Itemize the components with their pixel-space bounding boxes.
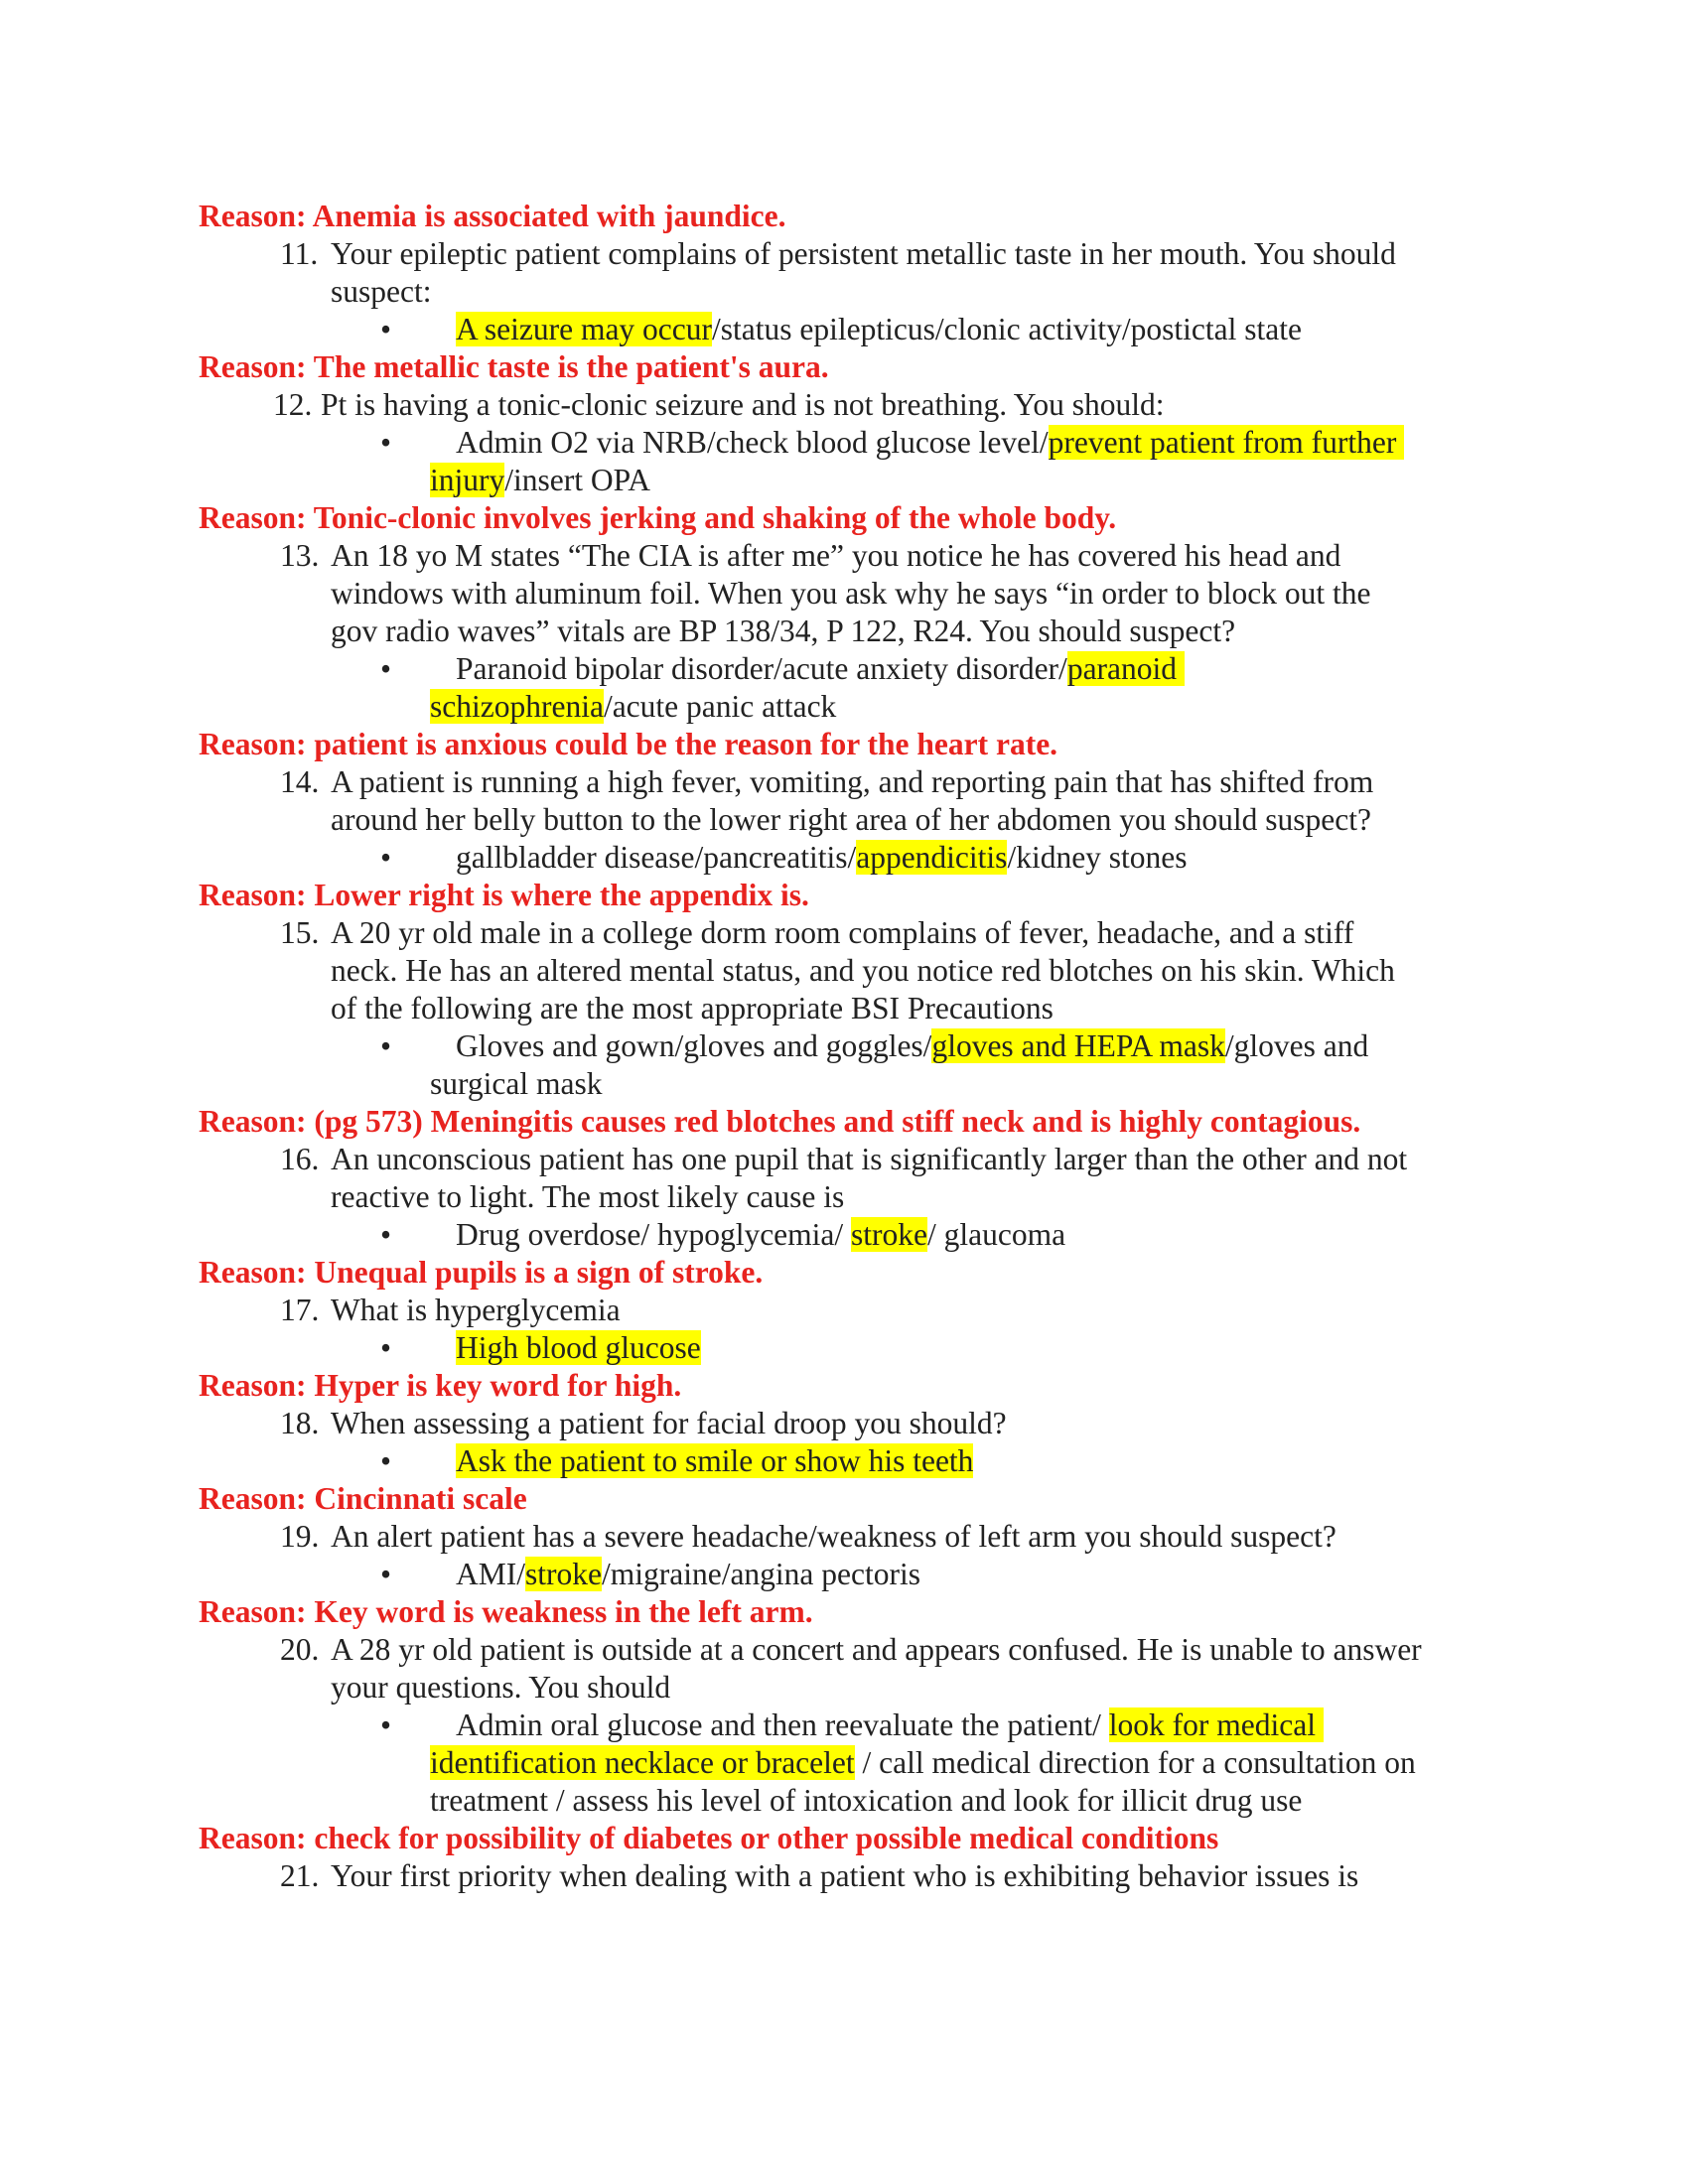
question-13-text-cont: windows with aluminum foil. When you ask why he says “in order to block out the [331, 576, 1371, 611]
question-14-options: gallbladder disease/pancreatitis/appendicitis/kidney stones [456, 840, 1188, 875]
question-14-number: 14. [280, 764, 320, 799]
question-13-options: Paranoid bipolar disorder/acute anxiety disorder/paranoid [456, 651, 1185, 686]
question-16-text: An unconscious patient has one pupil that is significantly larger than the other and not [331, 1142, 1408, 1176]
question-13-text-cont: gov radio waves” vitals are BP 138/34, P 122, R24. You should suspect? [331, 614, 1236, 648]
question-11-options: A seizure may occur/status epilepticus/clonic activity/postictal state [456, 312, 1302, 346]
answer-highlight: stroke [525, 1557, 602, 1591]
question-13-options-cont: schizophrenia/acute panic attack [430, 689, 837, 724]
question-20-text: A 28 yr old patient is outside at a concert and appears confused. He is unable to answer [331, 1632, 1422, 1667]
answer-highlight: High blood glucose [456, 1330, 701, 1365]
question-20-options-cont: treatment / assess his level of intoxication and look for illicit drug use [430, 1783, 1303, 1818]
answer-highlight: Ask the patient to smile or show his teeth [456, 1443, 974, 1478]
reason-10: Reason: Anemia is associated with jaundice. [199, 199, 786, 233]
question-11-number: 11. [280, 236, 319, 271]
question-12-number: 12. [273, 387, 313, 422]
answer-highlight: look for medical [1108, 1707, 1324, 1742]
question-14-text: A patient is running a high fever, vomiting, and reporting pain that has shifted from [331, 764, 1374, 799]
question-14-text-cont: around her belly button to the lower right area of her abdomen you should suspect? [331, 802, 1371, 837]
question-15-number: 15. [280, 915, 320, 950]
bullet-icon: • [380, 1443, 392, 1478]
reason-17: Reason: Hyper is key word for high. [199, 1368, 682, 1403]
bullet-icon: • [380, 425, 392, 460]
question-16-options: Drug overdose/ hypoglycemia/ stroke/ glaucoma [456, 1217, 1066, 1252]
bullet-icon: • [380, 1217, 392, 1252]
reason-16: Reason: Unequal pupils is a sign of stroke. [199, 1255, 764, 1290]
question-16-text-cont: reactive to light. The most likely cause is [331, 1179, 845, 1214]
question-20-number: 20. [280, 1632, 320, 1667]
question-21-text: Your first priority when dealing with a patient who is exhibiting behavior issues is [331, 1858, 1359, 1893]
question-15-options: Gloves and gown/gloves and goggles/gloves and HEPA mask/gloves and [456, 1028, 1369, 1063]
question-15-text-cont: of the following are the most appropriate BSI Precautions [331, 991, 1054, 1025]
answer-highlight: injury [430, 463, 505, 497]
bullet-icon: • [380, 312, 392, 346]
answer-highlight: prevent patient from further [1048, 425, 1405, 460]
question-16-number: 16. [280, 1142, 320, 1176]
question-12-options: Admin O2 via NRB/check blood glucose level/prevent patient from further [456, 425, 1405, 460]
question-18-number: 18. [280, 1406, 320, 1440]
question-19-options: AMI/stroke/migraine/angina pectoris [456, 1557, 920, 1591]
question-17-number: 17. [280, 1293, 320, 1327]
answer-highlight: A seizure may occur [456, 312, 713, 346]
question-20-options-cont: identification necklace or bracelet / call medical direction for a consultation on [430, 1745, 1416, 1780]
reason-12: Reason: Tonic-clonic involves jerking and shaking of the whole body. [199, 500, 1117, 535]
question-20-options: Admin oral glucose and then reevaluate the patient/ look for medical [456, 1707, 1324, 1742]
question-11-text: Your epileptic patient complains of persistent metallic taste in her mouth. You should [331, 236, 1396, 271]
question-17-text: What is hyperglycemia [331, 1293, 621, 1327]
bullet-icon: • [380, 1707, 392, 1742]
answer-highlight: identification necklace or bracelet [430, 1745, 855, 1780]
question-18-options [456, 1442, 973, 1480]
answer-highlight: appendicitis [856, 840, 1008, 875]
bullet-icon: • [380, 840, 392, 875]
reason-14: Reason: Lower right is where the appendix is. [199, 878, 809, 912]
reason-13: Reason: patient is anxious could be the reason for the heart rate. [199, 727, 1058, 761]
reason-15: Reason: (pg 573) Meningitis causes red blotches and stiff neck and is highly contagious. [199, 1104, 1361, 1139]
answer-highlight: paranoid [1066, 651, 1185, 686]
question-15-text-cont: neck. He has an altered mental status, and you notice red blotches on his skin. Which [331, 953, 1395, 988]
bullet-icon: • [380, 1557, 392, 1591]
question-19-text: An alert patient has a severe headache/weakness of left arm you should suspect? [331, 1519, 1336, 1554]
bullet-icon: • [380, 1330, 392, 1365]
question-15-options-cont: surgical mask [430, 1066, 603, 1101]
reason-20: Reason: check for possibility of diabetes or other possible medical conditions [199, 1821, 1219, 1855]
question-18-text: When assessing a patient for facial droop you should? [331, 1406, 1007, 1440]
question-13-text: An 18 yo M states “The CIA is after me” you notice he has covered his head and [331, 538, 1341, 573]
question-12-text: Pt is having a tonic-clonic seizure and is not breathing. You should: [321, 387, 1165, 422]
question-15-text: A 20 yr old male in a college dorm room complains of fever, headache, and a stiff [331, 915, 1354, 950]
reason-18: Reason: Cincinnati scale [199, 1481, 527, 1516]
question-20-text-cont: your questions. You should [331, 1670, 671, 1705]
bullet-icon: • [380, 1028, 392, 1063]
question-19-number: 19. [280, 1519, 320, 1554]
answer-highlight: gloves and HEPA mask [931, 1028, 1225, 1063]
question-11-text-cont: suspect: [331, 274, 432, 309]
reason-11: Reason: The metallic taste is the patient's aura. [199, 349, 829, 384]
reason-19: Reason: Key word is weakness in the left arm. [199, 1594, 813, 1629]
answer-highlight: stroke [851, 1217, 928, 1252]
answer-highlight: schizophrenia [430, 689, 604, 724]
bullet-icon: • [380, 651, 392, 686]
question-17-options [456, 1329, 701, 1367]
question-21-number: 21. [280, 1858, 320, 1893]
question-13-number: 13. [280, 538, 320, 573]
question-12-options-cont: injury/insert OPA [430, 463, 650, 497]
